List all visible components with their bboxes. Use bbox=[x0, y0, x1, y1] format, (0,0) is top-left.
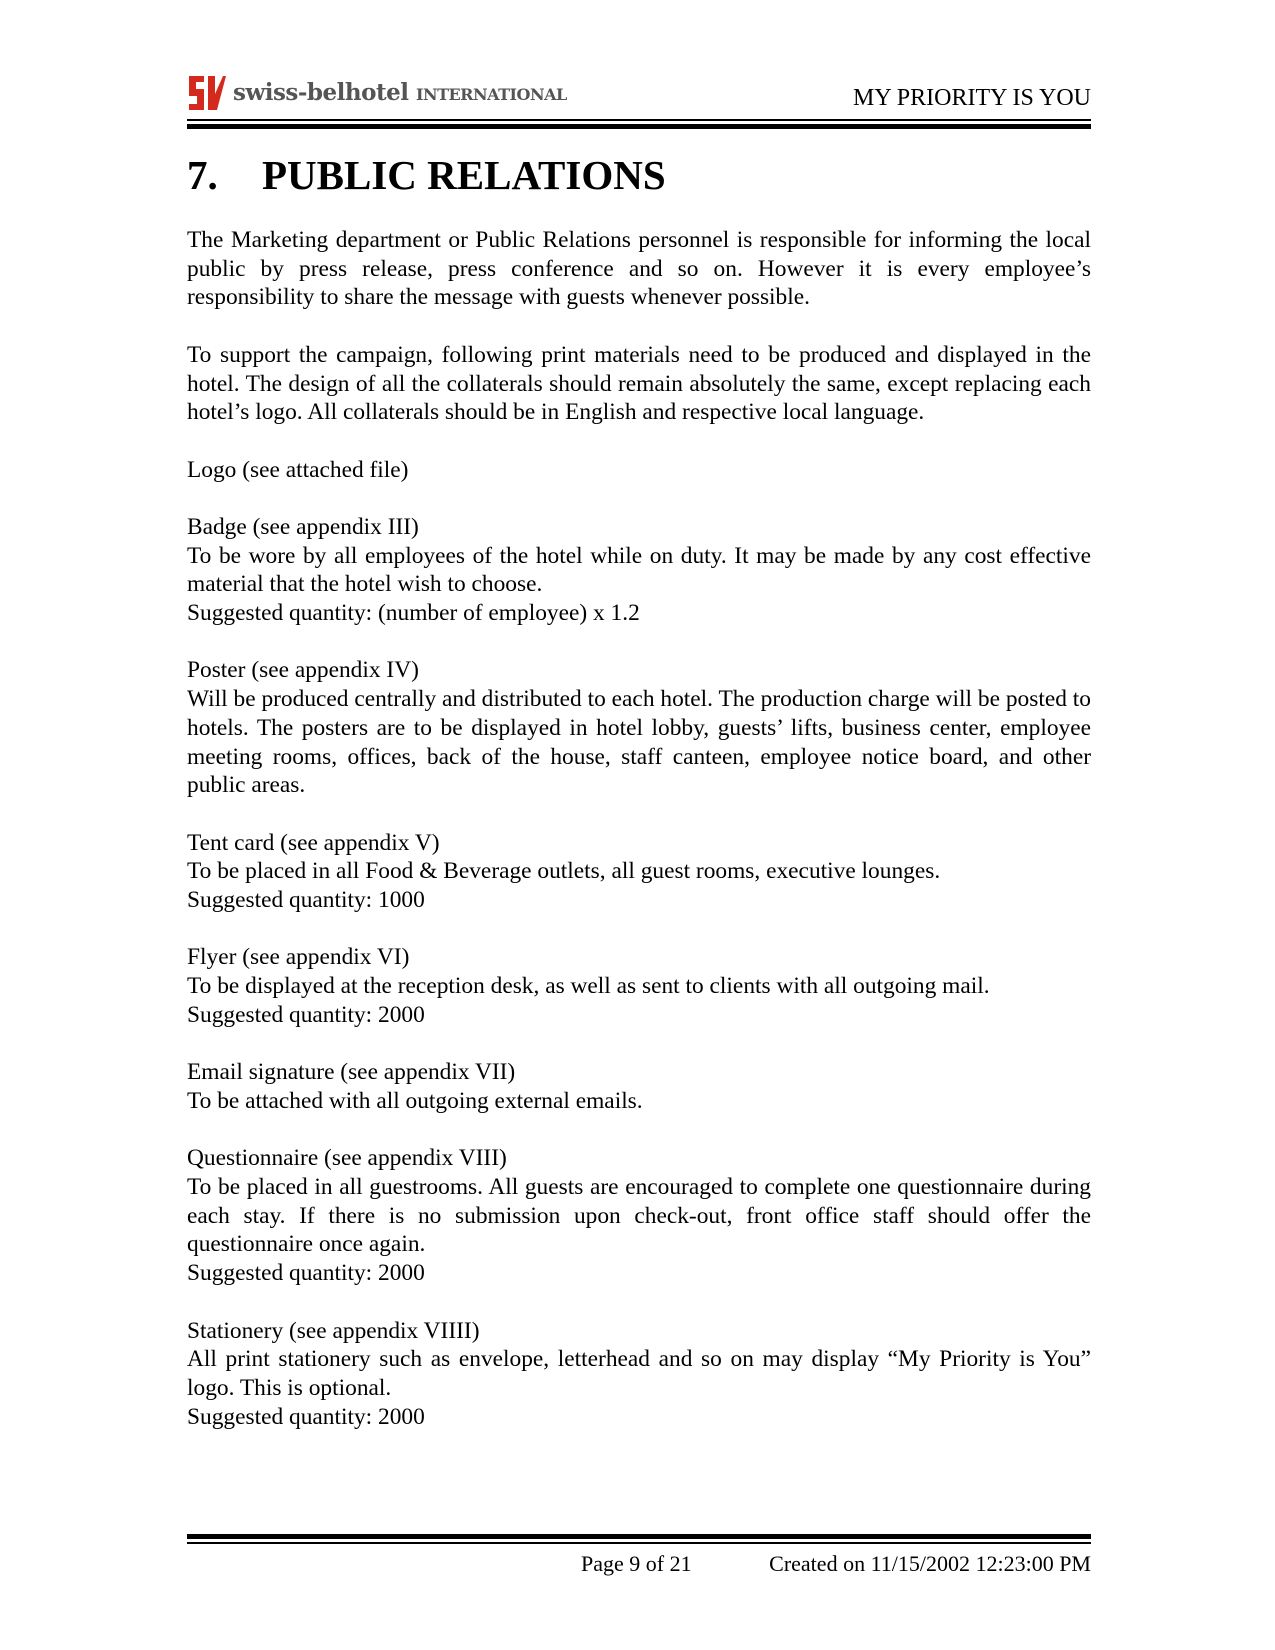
item-description: To be placed in all guestrooms. All guests are encouraged to complete one questionnaire during each stay. If there is no submission upon check-out, front office staff should offer the questionnaire once again. bbox=[187, 1174, 1091, 1258]
section-body bbox=[187, 226, 1091, 1460]
section-number: 7. bbox=[187, 152, 218, 198]
collateral-item-flyer bbox=[187, 943, 1091, 1029]
document-page bbox=[187, 0, 1091, 1650]
item-description: Will be produced centrally and distributed to each hotel. The production charge will be posted to hotels. The posters are to be displayed in hotel lobby, guests’ lifts, business center, employee meeting rooms, offices, back of the house, staff canteen, employee notice board, and other public areas. bbox=[187, 686, 1091, 799]
collateral-item-tent-card bbox=[187, 829, 1091, 915]
item-quantity: Suggested quantity: (number of employee) x 1.2 bbox=[187, 600, 640, 627]
collateral-item-logo bbox=[187, 456, 1091, 485]
collateral-item-questionnaire bbox=[187, 1144, 1091, 1288]
section-title bbox=[187, 150, 666, 200]
swiss-belhotel-logo-icon bbox=[187, 74, 227, 112]
item-description: All print stationery such as envelope, letterhead and so on may display “My Priority is You” logo. This is optional. bbox=[187, 1346, 1091, 1401]
intro-paragraph: The Marketing department or Public Relations personnel is responsible for informing the local public by press release, press conference and so on. However it is every employee’s responsibility to share the message with guests whenever possible. bbox=[187, 227, 1091, 311]
item-quantity: Suggested quantity: 2000 bbox=[187, 1260, 425, 1287]
item-quantity: Suggested quantity: 2000 bbox=[187, 1001, 425, 1028]
item-heading: Logo (see attached file) bbox=[187, 456, 409, 483]
item-description: To be wore by all employees of the hotel while on duty. It may be made by any cost effective material that the hotel wish to choose. bbox=[187, 542, 1091, 598]
page-number: Page 9 of 21 bbox=[581, 1551, 692, 1576]
footer-divider bbox=[187, 1542, 1091, 1544]
item-quantity: Suggested quantity: 2000 bbox=[187, 1403, 425, 1430]
item-description: To be placed in all Food & Beverage outlets, all guest rooms, executive lounges. bbox=[187, 858, 941, 885]
item-description: To be attached with all outgoing external emails. bbox=[187, 1087, 643, 1114]
collateral-item-stationery bbox=[187, 1317, 1091, 1432]
item-quantity: Suggested quantity: 1000 bbox=[187, 887, 425, 914]
item-heading: Flyer (see appendix VI) bbox=[187, 944, 410, 971]
hotel-logo bbox=[187, 74, 567, 112]
header-divider bbox=[187, 119, 1091, 121]
item-description: To be displayed at the reception desk, as well as sent to clients with all outgoing mail. bbox=[187, 973, 990, 1000]
section-heading: PUBLIC RELATIONS bbox=[262, 152, 666, 198]
header-divider-thick bbox=[187, 124, 1091, 129]
item-heading: Tent card (see appendix V) bbox=[187, 829, 440, 856]
item-heading: Stationery (see appendix VIIII) bbox=[187, 1317, 480, 1344]
item-heading: Badge (see appendix III) bbox=[187, 513, 419, 540]
header-tagline: MY PRIORITY IS YOU bbox=[852, 85, 1091, 111]
footer-divider-thick bbox=[187, 1534, 1091, 1539]
logo-wordmark: swiss-belhotel international bbox=[233, 79, 567, 106]
item-heading: Questionnaire (see appendix VIII) bbox=[187, 1145, 507, 1172]
collateral-item-email-signature bbox=[187, 1058, 1091, 1115]
intro-paragraph: To support the campaign, following print materials need to be produced and displayed in the hotel. The design of all the collaterals should remain absolutely the same, except replacing each hotel’s logo. All collaterals should be in English and respective local language. bbox=[187, 341, 1091, 426]
item-heading: Poster (see appendix IV) bbox=[187, 657, 419, 684]
collateral-item-poster bbox=[187, 656, 1091, 800]
created-timestamp: Created on 11/15/2002 12:23:00 PM bbox=[769, 1551, 1091, 1576]
item-heading: Email signature (see appendix VII) bbox=[187, 1059, 516, 1086]
page-header bbox=[187, 72, 1091, 118]
collateral-item-badge bbox=[187, 513, 1091, 628]
